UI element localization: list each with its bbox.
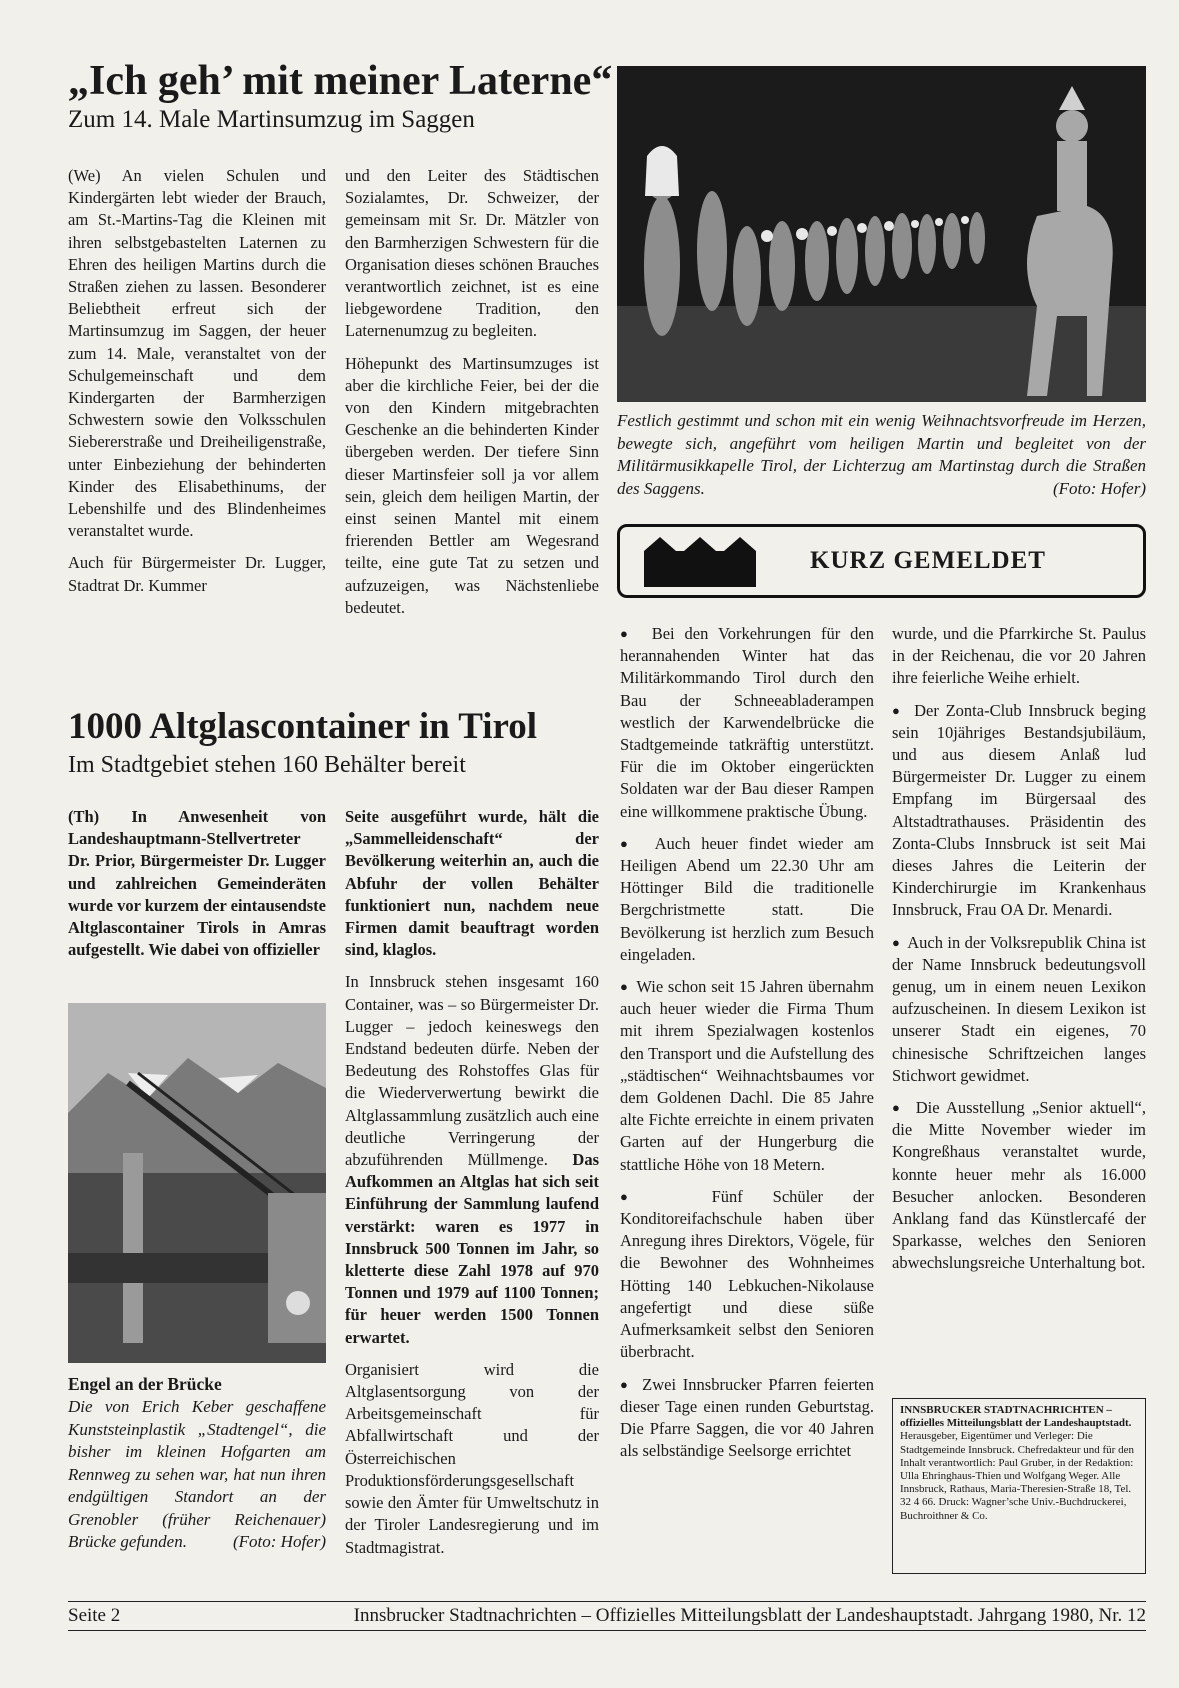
article2-headline: 1000 Altglascontainer in Tirol [68,706,538,747]
martinsumzug-caption-text: Festlich gestimmt und schon mit ein wenig Weihnachtsvorfreude im Herzen, bewegte sich, angeführt vom heiligen Martin und begleitet von der Militärmusikkapelle Tirol, der Lichterzug am Martinstag durch die Straßen des Saggens. [617,411,1146,498]
kurz-item: ● Bei den Vorkehrungen für den herannahenden Winter hat das Militärkommando Tirol durch den Bau der Schneeabladerampen westlich der Karwendelbrücke die Stadtgemeinde tatkräftig unterstützt. Für die im Oktober eingerückten Soldaten war der Bau dieser Rampen eine willkommene praktische Übung. [620,623,874,823]
article2-statistics-text: Das Aufkommen an Altglas hat sich seit Einführung der Sammlung laufend verstärkt: waren es 1977 in Innsbruck 500 Tonnen im Jahr, so kletterte diese Zahl 1978 auf 970 Tonnen und 1979 auf 1100 Tonnen; für heuer werden 1500 Tonnen erwartet. [345,1150,599,1347]
martinsumzug-photo-credit: (Foto: Hofer) [1052,478,1146,498]
article2-paragraph: Organisiert wird die Altglasentsorgung von der Arbeitsgemeinschaft für Abfallwirtschaft und der Österreichischen Produktionsförderungsgesellschaft sowie den Ämter für Umweltschutz in der Tiroler Landesregierung und im Stadtmagistrat. [345,1359,599,1557]
article2-subheadline: Im Stadtgebiet stehen 160 Behälter bereit [68,752,466,778]
kurz-item: ● Auch heuer findet wieder am Heiligen Abend um 22.30 Uhr am Höttinger Bild die traditionelle Bergchristmette statt. Die Bevölkerung ist herzlich zum Besuch eingeladen. [620,833,874,966]
engel-photo [68,1003,326,1363]
imprint-title: INNSBRUCKER STADTNACHRICHTEN – offizielles Mitteilungsblatt der Landeshauptstadt. [900,1404,1132,1430]
kurz-item: ● Zwei Innsbrucker Pfarren feierten dieser Tage einen runden Geburtstag. Die Pfarre Saggen, die vor 40 Jahren als selbständige Seelsorge errichtet [620,1374,874,1463]
article2-paragraph: Seite ausgeführt wurde, hält die „Sammelleidenschaft“ der Bevölkerung weiterhin an, auch die Abfuhr der vollen Behälter funktioniert nun, nachdem neue Firmen damit beauftragt worden sind, klaglos. [345,807,599,960]
kurz-item: ● Auch in der Volksrepublik China ist der Name Innsbruck bedeutungsvoll genug, um in einem neuen Lexikon aufzuscheinen. In diesem Lexikon ist unserer Stadt ein eigenes, 70 chinesische Schriftzeichen langes Stichwort gewidmet. [892,932,1146,1087]
kurz-item: ● Wie schon seit 15 Jahren übernahm auch heuer wieder die Firma Thum mit ihrem Spezialwagen kostenlos den Transport und die Aufstellung des „städtischen“ Weihnachtsbaumes vor dem Goldenen Dachl. Die 85 Jahre alte Fichte erreichte in einem privaten Garten auf der Hungerburg die stattliche Höhe von 18 Metern. [620,976,874,1176]
martinsumzug-caption [617,410,1146,500]
kurz-column-2 [892,623,1146,1393]
footer-rule [68,1601,1146,1602]
article2-paragraph-text: In Innsbruck stehen insgesamt 160 Container, was – so Bürgermeister Dr. Lugger – jedoch keineswegs den Endstand bedeuten dürfe. Neben der Bedeutung des Rohstoffes Glas für die Wiederverwertung bewirkt die Altglassammlung zusätzlich auch eine deutliche Verringerung der abzuführenden Müllmenge. [345,972,599,1170]
engel-caption [68,1396,326,1554]
article2-lead-text: (Th) In Anwesenheit von Landeshauptmann-Stellvertreter Dr. Prior, Bürgermeister Dr. Lugger und zahlreichen Gemeinderäten wurde vor kurzem der eintausendste Altglascontainer Tirols in Amras aufgestellt. Wie dabei von offizieller [68,807,326,960]
martinsumzug-photo-graphic [617,66,1146,402]
kurz-gemeldet-header [617,524,1146,598]
footer-publication: Innsbrucker Stadtnachrichten – Offizielles Mitteilungsblatt der Landeshauptstadt. Jahrgang 1980, Nr. 12 [353,1605,1146,1626]
kurz-gemeldet-title: KURZ GEMELDET [810,547,1046,574]
article2-paragraph [345,971,599,1348]
engel-photo-title: Engel an der Brücke [68,1374,222,1394]
article1-paragraph: Höhepunkt des Martinsumzuges ist aber die kirchliche Feier, bei der die von den Kindern mitgebrachten Geschenke an die behinderten Kinder übergeben werden. Der tiefere Sinn dieser Martinsfeier soll ja vor allem sein, gleich dem heiligen Martin, der einst seinen Mantel mit einem frierenden Bettler am Wegesrand teilte, eine gute Tat zu setzen und aufzuzeigen, was Nächstenliebe bedeutet. [345,353,599,617]
engel-caption-text: Die von Erich Keber geschaffene Kunststeinplastik „Stadtengel“, die bisher im kleinen Hofgarten am Rennweg zu sehen war, hat nun ihren endgültigen Standort an der Grenobler (früher Reichenauer) Brücke gefunden. [68,1397,326,1551]
article1-headline: „Ich geh’ mit meiner Laterne“ [68,58,613,104]
kurz-item: ● Der Zonta-Club Innsbruck beging sein 10jähriges Bestandsjubiläum, und aus diesem Anlaß lud Bürgermeister Dr. Lugger zu einem Empfang im Bürgersaal des Altstadtrathauses. Präsidentin des Zonta-Clubs Innsbruck ist seit Mai dieses Jahres die Leiterin der Kinderchirurgie im Krankenhaus Innsbruck, Frau OA Dr. Menardi. [892,700,1146,922]
article1-paragraph: und den Leiter des Städtischen Sozialamtes, Dr. Schweizer, der gemeinsam mit Sr. Dr. Mätzler von den Barmherzigen Schwestern für die Organisation dieses schönen Brauches verantwortlich zeichnet, ist es eine liebgewordene Tradition, den Laternenumzug zu begleiten. [345,166,599,341]
martinsumzug-photo [617,66,1146,402]
article1-subheadline: Zum 14. Male Martinsumzug im Saggen [68,106,475,133]
engel-caption-block [68,1372,326,1554]
article1-paragraph: (We) An vielen Schulen und Kindergärten lebt wieder der Brauch, am St.-Martins-Tag die Kleinen mit ihren selbstgebastelten Laternen zu Ehren des heiligen Martins durch die Straßen ziehen zu lassen. Besonderer Beliebtheit erfreut sich der Martinsumzug im Saggen, der heuer zum 14. Male, veranstaltet von der Schulgemeinschaft und dem Kindergarten der Barmherzigen Schwestern sowie den Volksschulen Siebererstraße und Dreiheiligenstraße, unter Einbeziehung der behinderten Kinder des Elisabethinums, der Lebenshilfe und des Blindenheimes veranstaltet wurde. [68,166,326,541]
imprint-text: Herausgeber, Eigentümer und Verleger: Die Stadtgemeinde Innsbruck. Chefredakteur und für den Inhalt verantwortlich: Paul Gruber, in der Redaktion: Ulla Ehringhaus-Thien und Wolfgang Weger. Alle Innsbruck, Rathaus, Maria-Theresien-Straße 18, Tel. 32 4 66. Druck: Wagner’sche Univ.-Buchdruckerei, Buchroithner & Co. [900,1430,1134,1522]
article2-column-2 [345,806,599,1586]
article1-column-1 [68,165,326,670]
kurz-item: ● Fünf Schüler der Konditoreifachschule haben über Anregung ihres Direktors, Vögele, für die Bewohner des Wohnheimes Hötting 140 Lebkuchen-Nikolause angefertigt und diese süße Aufmerksamkeit selbst den Senioren überbracht. [620,1186,874,1364]
article1-paragraph: Auch für Bürgermeister Dr. Lugger, Stadtrat Dr. Kummer [68,553,326,595]
kurz-column-1 [620,623,874,1578]
engel-photo-graphic [68,1003,326,1363]
footer-rule-bottom [68,1630,1146,1631]
article2-lead [68,806,326,986]
city-logo-icon [640,533,760,589]
footer-page-number: Seite 2 [68,1605,121,1626]
kurz-item: ● Die Ausstellung „Senior aktuell“, die Mitte November wieder im Kongreßhaus veranstaltet wurde, konnte heuer mehr als 16.000 Besucher anlocken. Besonderen Anklang fand das Künstlercafé der Sparkasse, welches den Senioren abwechslungsreiche Unterhaltung bot. [892,1097,1146,1275]
article1-column-2 [345,165,599,670]
imprint-box [892,1398,1146,1574]
kurz-item-continued: wurde, und die Pfarrkirche St. Paulus in der Reichenau, die vor 20 Jahren ihre feierliche Weihe erhielt. [892,624,1146,688]
engel-photo-credit: (Foto: Hofer) [232,1532,326,1551]
